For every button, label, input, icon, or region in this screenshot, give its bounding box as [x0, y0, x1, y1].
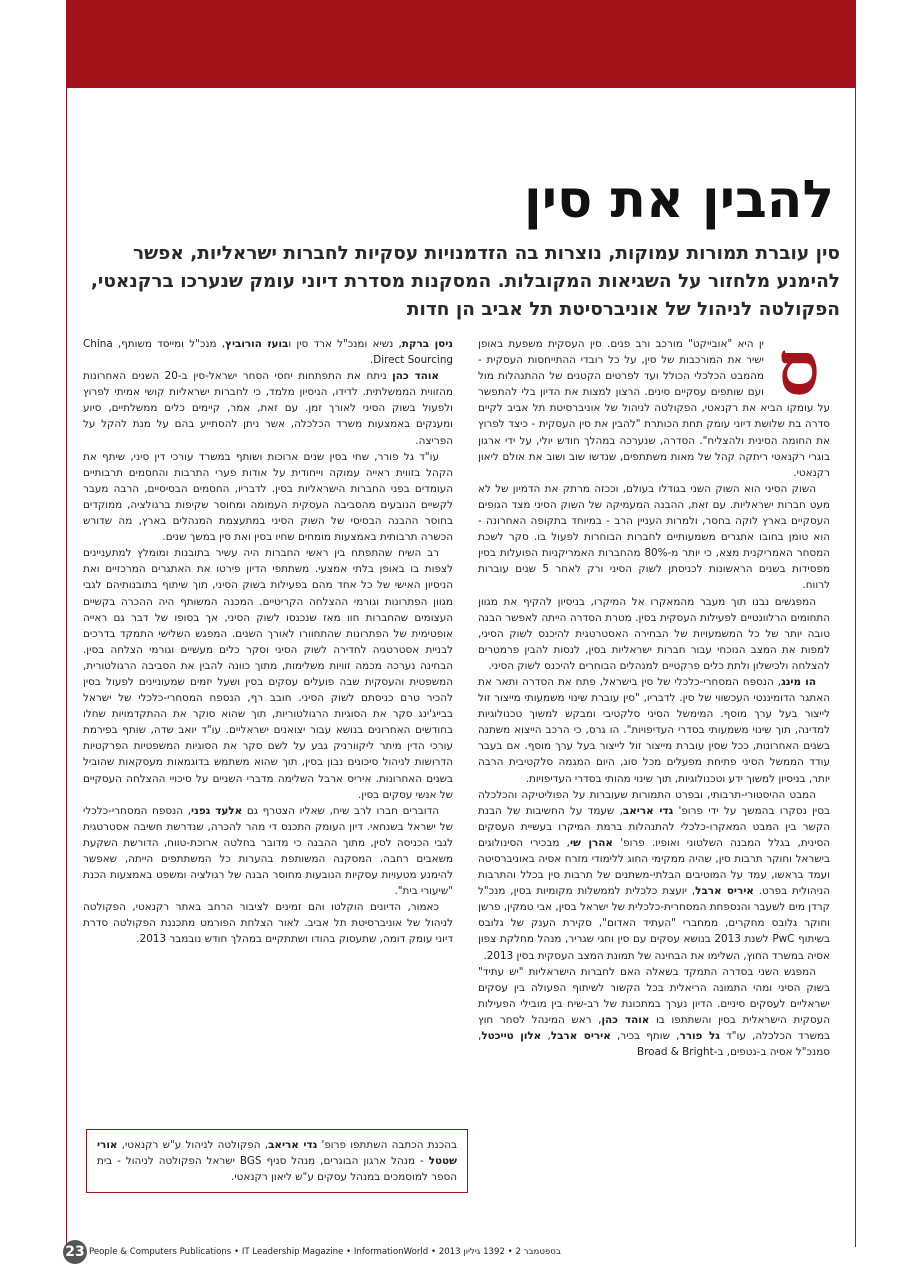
paragraph: עו"ד גל פורר, שחי בסין שנים ארוכות ושותף במשרד עורכי דין סיני, שיתף את הקהל בזווית ראייה עמוקה וייחודית על אודות פערי התרבות והחסמים תרבותיים העומדים בפני החברות הישראליות בסין. לדבריו, החסמים הבסיסיים, הרבה מעבר לקשיים הנובעים מהסביבה העסקית העמומה ומחוסר שקיפות ברגולציה, ממוקדים בחוסר ההבנה הבסיסי של השוק הסיני במתעצמת המנהלים בארץ, מה שדורש הכשרה תרבותית באמצעות מומחים שחיו בסין ואת סין במשך שנים.	[83, 450, 453, 544]
paragraph: אוהד כהן ניתח את התפתחות יחסי הסחר ישראל-סין ב-20 השנים האחרונות מהזווית הממשלתית. לדידו, הניסיון מלמד, כי לחברות ישראליות קושי אמיתי לפרוץ ולפעול בשוק הסיני לאורך זמן. עם זאת, אמר, קיימים כלים ממשלתיים, סיוע ומענקים באמצעות משרד הכלכלה, אשר ניתן להסתייע בהם על מנת להקל על הפריצה.	[83, 370, 453, 447]
frame-top-rule	[66, 87, 856, 88]
article-subtitle: סין עוברת תמורות עמוקות, נוצרות בה הזדמנויות עסקיות לחברות ישראליות, אפשר להימנע מלחזור על השגיאות המקובלות. המסקנות מסדרת דיוני עומק שנערכו ברקנאטי, הפקולטה לניהול של אוניברסיטת תל אביב הן חדות	[90, 243, 840, 320]
header-band	[66, 0, 856, 87]
page-number: 23	[63, 1240, 87, 1264]
footer-publication-line: People & Computers Publications • IT Leadership Magazine • InformationWorld • 2013 בספטמבר 2 • 1392 גיליון	[89, 1247, 561, 1257]
paragraph: המבט ההיסטורי-תרבותי, ובפרט התמורות שעוברות על הפוליטיקה והכלכלה בסין נסקרו בהמשך על ידי פרופ' גדי אריאב, שעמד על החשיבות של הבנת הקשר בין המבט המאקרו-כלכלי להתנהלות ברמת המיקרו בעשיית העסקים הסינית, בגלל המבנה השלטוני ואופיו. פרופ' אהרן שי, מבכירי הסינולוגים בישראל וחוקר תרבות סין, שהיה ממקימי החוג ללימודי מזרח אסיה באוניברסיטה ועמד בראשו, עמד על המוטיבים הבלתי-משתנים של תרבות סין בכלל והתרבות הניהולית בפרט. איריס ארבל, יועצת כלכלית לממשלות מקומיות בסין, מנכ"ל קרדן מים לשעבר והנספחת המסחרית-כלכלית של ישראל בסין, אבי טמקין, פרשן וחוקר גלובס מחקרים, ממחברי "העתיד האדום", סקירת הענק של גלובס בשיתוף PwC לשנת 2013 בנושא עסקים עם סין וחגי שגריר, מנהל מחלקת צפון אסיה במשרד החוץ, השלימו את הבחינה של תמונת המצב העסקית בסין 2013.	[478, 788, 830, 962]
article-title: להבין את סין	[523, 170, 834, 230]
paragraph: השוק הסיני הוא השוק השני בגודלו בעולם, וככזה מרתק את הדמיון של לא מעט חברות ישראליות. עם זאת, ההבנה המעמיקה של השוק הסיני מצד הגופים העסקיים בארץ לוקה בחסר, ולמרות העניין הרב - במיוחד בתקופה האחרונה - הוא טומן בחובו אתגרים משמעותיים לחברות הבוחרות לפעול בו. סקר לשכת המסחר האמריקנית מצא, כי יותר מ-80% מהחברות האמריקניות הפועלות בסין מפסידות בשנים הראשונות לכניסתן לשוק הסיני ורק לאחר 5 שנים עוברות לרווח.	[478, 482, 830, 592]
paragraph: המפגש השני בסדרה התמקד בשאלה האם לחברות הישראליות "יש עתיד" בשוק הסיני ומהי התמונה הריאלית בכל הקשור לשיתוף הפעולה בין עסקים ישראליים לעסקים סיניים. הדיון נערך במתכונת של רב-שיח בין מובילי הפעילות העסקית הישראלית בסין והשתתפו בו אוהד כהן, ראש המינהל לסחר חוץ במשרד הכלכלה, עו"ד גל פורר, שותף בכיר, איריס ארבל, אלון טייכטל, סמנכ"ל אסיה ב-נטפים, ב-Broad & Bright	[478, 965, 831, 1059]
paragraph: הדוברים חברו לרב שיח, שאליו הצטרף גם אלעד גפני, הנספח המסחרי-כלכלי של ישראל בשנחאי. דיון העומק התכנס די מהר להכרה, שנדרשת חשיבה אסטרטגית לגבי הכניסה לסין, מתוך ההבנה כי מדובר בחלטה ארוכת-טווח, הדורשת השקעת משאבים רחבה. המסקנה המשותפת בהערות כל המשתתפים הייתה, שאפשר להימנע מטעויות עסקיות הנובעות מחוסר הבנה של רגולציה ומשפט באמצעות הכנת "שיעורי בית".	[83, 804, 453, 898]
paragraph: הו מינג, הנספח המסחרי-כלכלי של סין בישראל, פתח את הסדרה ותאר את האתגר הדומיננטי העכשווי של סין. לדבריו, "סין עוברת שינוי משמעותי מייצור זול לייצור בעל ערך מוסף. המימשל הסיני סלקטיבי ומבקש למשוך טכנולוגיות למדינה, תוך שינוי משמעותי בסדרי העדיפויות". הו גרס, כי הרכב הייצוא משתנה בשנים האחרונות, ככל שסין עוברת מייצור זול לייצור בעל ערך מוסף. אם בעבר עודד הממשל הסיני פתיחת מפעלים מכל סוג, היום המגמה סלקטיבית הרבה יותר, בניסיון למשוך ידע וטכנולוגיות, תוך שינוי מהותי בסדרי העדיפויות.	[478, 675, 830, 785]
paragraph: כאמור, הדיונים הוקלטו והם זמינים לציבור הרחב באתר רקנאטי, הפקולטה לניהול של אוניברסיטת תל אביב. לאור הצלחת הפורמט מתכננת הפקולטה סדרת דיוני עומק דומה, שתעסוק בהודו ושתתקיים במהלך חודש נובמבר 2013.	[83, 901, 453, 946]
frame-right-rule	[855, 87, 856, 1247]
paragraph: ין היא "אובייקט" מורכב ורב פנים. סין העסקית משפעת באופן ישיר את המורכבות של סין, על כל רובדי ההתייחסות העסקית - מהמבט הכלכלי הכולל ועד לפרטים הקטנים של ההתנהלות מול ועם שותפים עסקיים סינים. הרצון למצות את הדיון בלי להתפשר על עומקו הביא את רקנאטי, הפקולטה לניהול של אוניברסיטת תל אביב לקיים סדרה בת שלושת דיוני עומק תחת הכותרת "להבין את סין העסקית - כיצד לפרוץ את החומה הסינית ולהצליח". הסדרה, שנערכה במהלך חודש יולי, על ידי ארגון בוגרי רקנאטי ריתקה קהל של מאות משתתפים, שנדשו שוב ושוב את אולם ליאון רקנאטי.	[478, 338, 830, 479]
drop-cap: ס	[777, 326, 821, 412]
paragraph: המפגשים נבנו תוך מעבר מהמאקרו אל המיקרו, בניסיון להקיף את מגוון התחומים הרלוונטיים לפעילות העסקית בסין. מטרת הסדרה הייתה לאפשר הבנה טובה יותר של כל המשמעויות של הבחירה האסטרטגית להיכנס לשוק הסיני, למפות את המצב הנוכחי עבור חברות ישראליות בסין, לנסות להבין פרמטרים להצלחה ולכישלון ולתת כלים פרקטיים למנהלים הבוחרים להיכנס לשוק הסיני.	[478, 595, 830, 672]
paragraph: ניסן ברקת, נשיא ומנכ"ל ארד סין ובועז הורוביץ, מנכ"ל ומייסד משותף, China Direct Sourcing.	[83, 338, 454, 367]
frame-left-rule	[66, 87, 67, 1247]
article-column-right	[478, 326, 831, 1060]
credit-box: בהכנת הכתבה השתתפו פרופ' גדי אריאב, הפקולטה לניהול ע"ש רקנאטי, אורי שטטל - מנהל ארגון הבוגרים, מנהל סניף BGS ישראל הפקולטה לניהול - בית הספר למוסמכים במנהל עסקים ע"ש ליאון רקנאטי.	[86, 1129, 468, 1193]
page-footer	[63, 1240, 863, 1264]
paragraph: רב השיח שהתפתח בין ראשי החברות היה עשיר בתובנות ומומלץ למתעניינים לצפות בו באופן בלתי אמצעי. משתתפי הדיון פירטו את האתגרים המרכזיים ואת הניסיון האישי של כל אחד מהם בפעילות בשוק הסיני, תוך שיתוף בתובנותיהם לגבי מגוון הפתרונות וגורמי ההצלחה הקריטיים. המכנה המשותף היה ההכרה בקשיים העצומים שהחברות חוו מאז שנכנסו לשוק הסיני, אך בסופו של דבר גם ראייה אופטימית של הפתרונות שהתחוורו לאורך השנים. המפגש השלישי התמקד בדרכים לבניית אסטרטגיה לחדירה לשוק הסיני וסקר כלים מעשיים וגורמי הצלחה בסין. הבחינה נערכה מכמה זוויות משלימות, מתוך כוונה להבין את הסביבה הרגולטורית, המשפטית והעסקית שבה פועלים עסקים בסין ושעל יזמים שמעוניינים לפעול בסין להכיר טרם כניסתם לשוק הסיני. חובב רף, הנספח המסחרי-כלכלי של ישראל בבייג'ינג סקר את הסוגיות הרגולטוריות, תוך שהוא סוקר את ההתקדמויות שחלו בחודשים האחרונים בנושא עבור יצואנים ישראליים. עו"ד יואב שדה, שותף בפירמת עורכי הדין מיתר ליקוורניק גבע על לשם סקר את הסוגיות המשפטיות הפרקטיות הדרושות לניהול סיכונים נבון בסין, תוך שהוא משתמש בדוגמאות מעסקאות שהוביל בשנים האחרונות. איריס ארבל השלימה מדברי השניים על סיכויי ההצלחה העסקיים של אנשי עסקים בסין.	[83, 547, 453, 801]
article-column-left	[83, 336, 453, 948]
